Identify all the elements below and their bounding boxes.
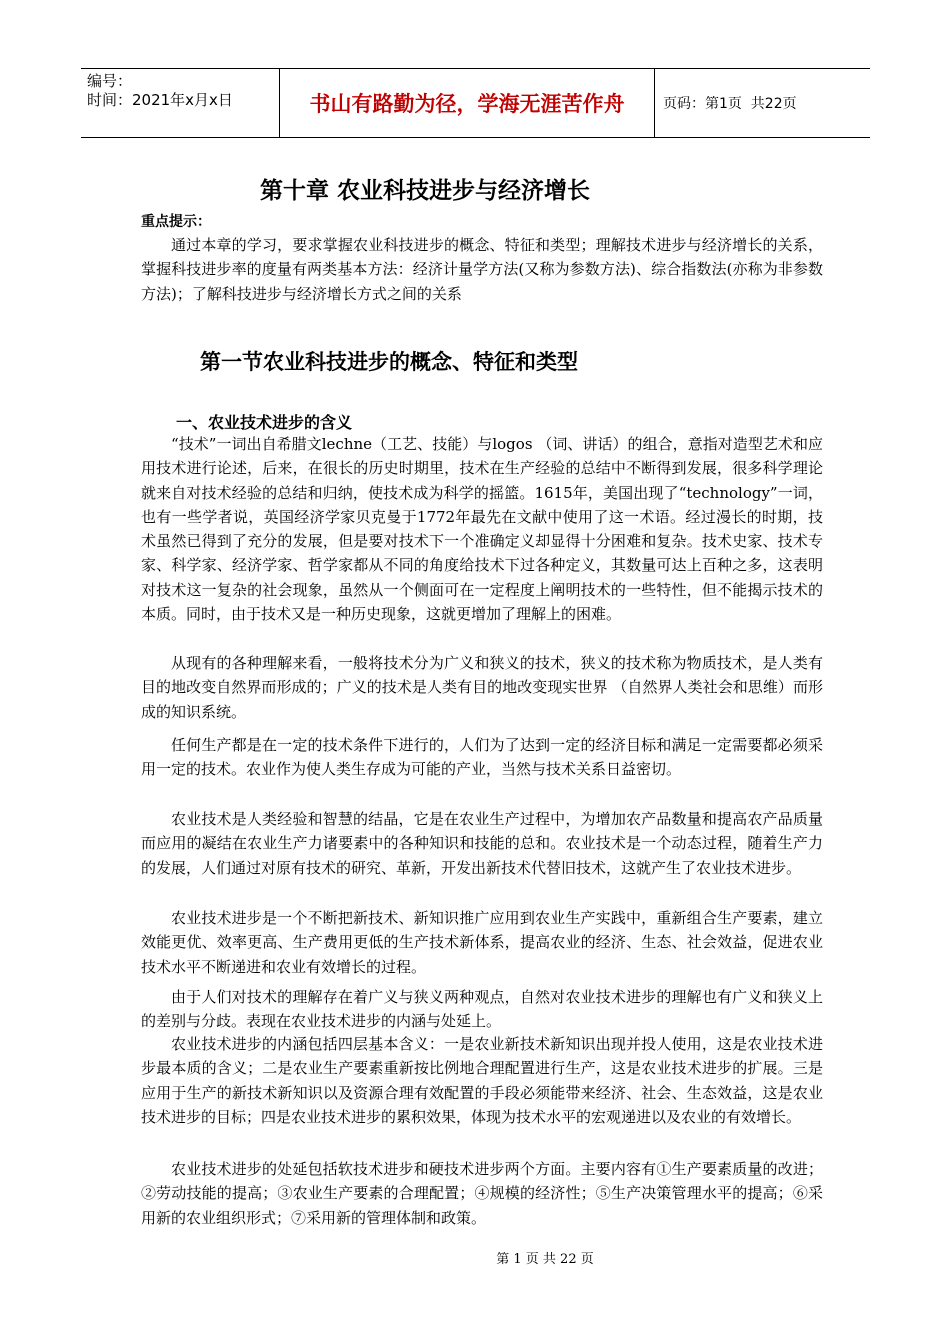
paragraph-4: 农业技术是人类经验和智慧的结晶，它是在农业生产过程中，为增加农产品数量和提高农产品质量而应用的凝结在农业生产力诸要素中的各种知识和技能的总和。农业技术是一个动态过程，随着生产力的发展，人们通过对原有技术的研究、革新，开发出新技术代替旧技术，这就产生了农业技术进步。 xyxy=(141,810,823,877)
motto: 书山有路勤为径，学海无涯苦作舟 xyxy=(280,69,655,137)
page-footer: 第 1 页 共 22 页 xyxy=(496,1252,594,1267)
paragraph-5: 农业技术进步是一个不断把新技术、新知识推广应用到农业生产实践中，重新组合生产要素，建立效能更优、效率更高、生产费用更低的生产技术新体系，提高农业的经济、生态、社会效益，促进农业技术水平不断递进和农业有效增长的过程。 xyxy=(141,909,823,976)
header-left-cell xyxy=(81,69,280,137)
paragraph-2: 从现有的各种理解来看，一般将技术分为广义和狭义的技术，狭义的技术称为物质技术，是人类有目的地改变自然界而形成的；广义的技术是人类有目的地改变现实世界 （自然界人类社会和思维）而形成的知识系统。 xyxy=(141,654,823,721)
key-points-label: 重点提示： xyxy=(141,214,211,230)
paragraph-7: 农业技术进步的内涵包括四层基本含义：一是农业新技术新知识出现并投人使用，这是农业技术进步最本质的含义；二是农业生产要素重新按比例地合理配置进行生产，这是农业技术进步的扩展。三是应用于生产的新技术新知识以及资源合理有效配置的手段必须能带来经济、社会、生态效益，这是农业技术进步的目标；四是农业技术进步的累积效果，体现为技术水平的宏观递进以及农业的有效增长。 xyxy=(141,1035,823,1126)
date-label: 时间：2021年x月x日 xyxy=(87,91,233,109)
header-table xyxy=(81,68,870,138)
chapter-title: 第十章 农业科技进步与经济增长 xyxy=(259,178,590,204)
paragraph-8: 农业技术进步的处延包括软技术进步和硬技术进步两个方面。主要内容有①生产要素质量的改进；②劳动技能的提高；③农业生产要素的合理配置；④规模的经济性；⑤生产决策管理水平的提高；⑥采用新的农业组织形式；⑦采用新的管理体制和政策。 xyxy=(141,1160,823,1227)
paragraph-3: 任何生产都是在一定的技术条件下进行的，人们为了达到一定的经济目标和满足一定需要都必须采用一定的技术。农业作为使人类生存成为可能的产业，当然与技术关系日益密切。 xyxy=(141,736,823,779)
subsection-title: 一、农业技术进步的含义 xyxy=(176,413,353,432)
number-label: 编号： xyxy=(87,72,133,90)
section-title: 第一节农业科技进步的概念、特征和类型 xyxy=(200,350,578,374)
key-points-text: 通过本章的学习，要求掌握农业科技进步的概念、特征和类型；理解技术进步与经济增长的关系，掌握科技进步率的度量有两类基本方法：经济计量学方法(又称为参数方法)、综合指数法(亦称为非参数方法)；了解科技进步与经济增长方式之间的关系 xyxy=(141,236,823,303)
paragraph-6: 由于人们对技术的理解存在着广义与狭义两种观点，自然对农业技术进步的理解也有广义和狭义上的差别与分歧。表现在农业技术进步的内涵与处延上。 xyxy=(141,988,823,1031)
page-info: 页码：第1页 共22页 xyxy=(663,96,797,112)
header-right-cell xyxy=(655,69,870,137)
paragraph-1: “技术”一词出自希腊文lechne（工艺、技能）与logos （词、讲话）的组合，意指对造型艺术和应用技术进行论述，后来，在很长的历史时期里，技术在生产经验的总结中不断得到发展，很多科学理论就来自对技术经验的总结和归纳，使技术成为科学的摇篮。1615年，美国出现了“technology”一词，也有一些学者说，英国经济学家贝克曼于1772年最先在文献中使用了这一术语。经过漫长的时期，技术虽然已得到了充分的发展，但是要对技术下一个准确定义却显得十分困难和复杂。技术史家、技术专家、科学家、经济学家、哲学家都从不同的角度给技术下过各种定义，其数量可达上百种之多，这表明对技术这一复杂的社会现象，虽然从一个侧面可在一定程度上阐明技术的一些特性，但不能揭示技术的本质。同时，由于技术又是一种历史现象，这就更增加了理解上的困难。 xyxy=(141,435,823,624)
